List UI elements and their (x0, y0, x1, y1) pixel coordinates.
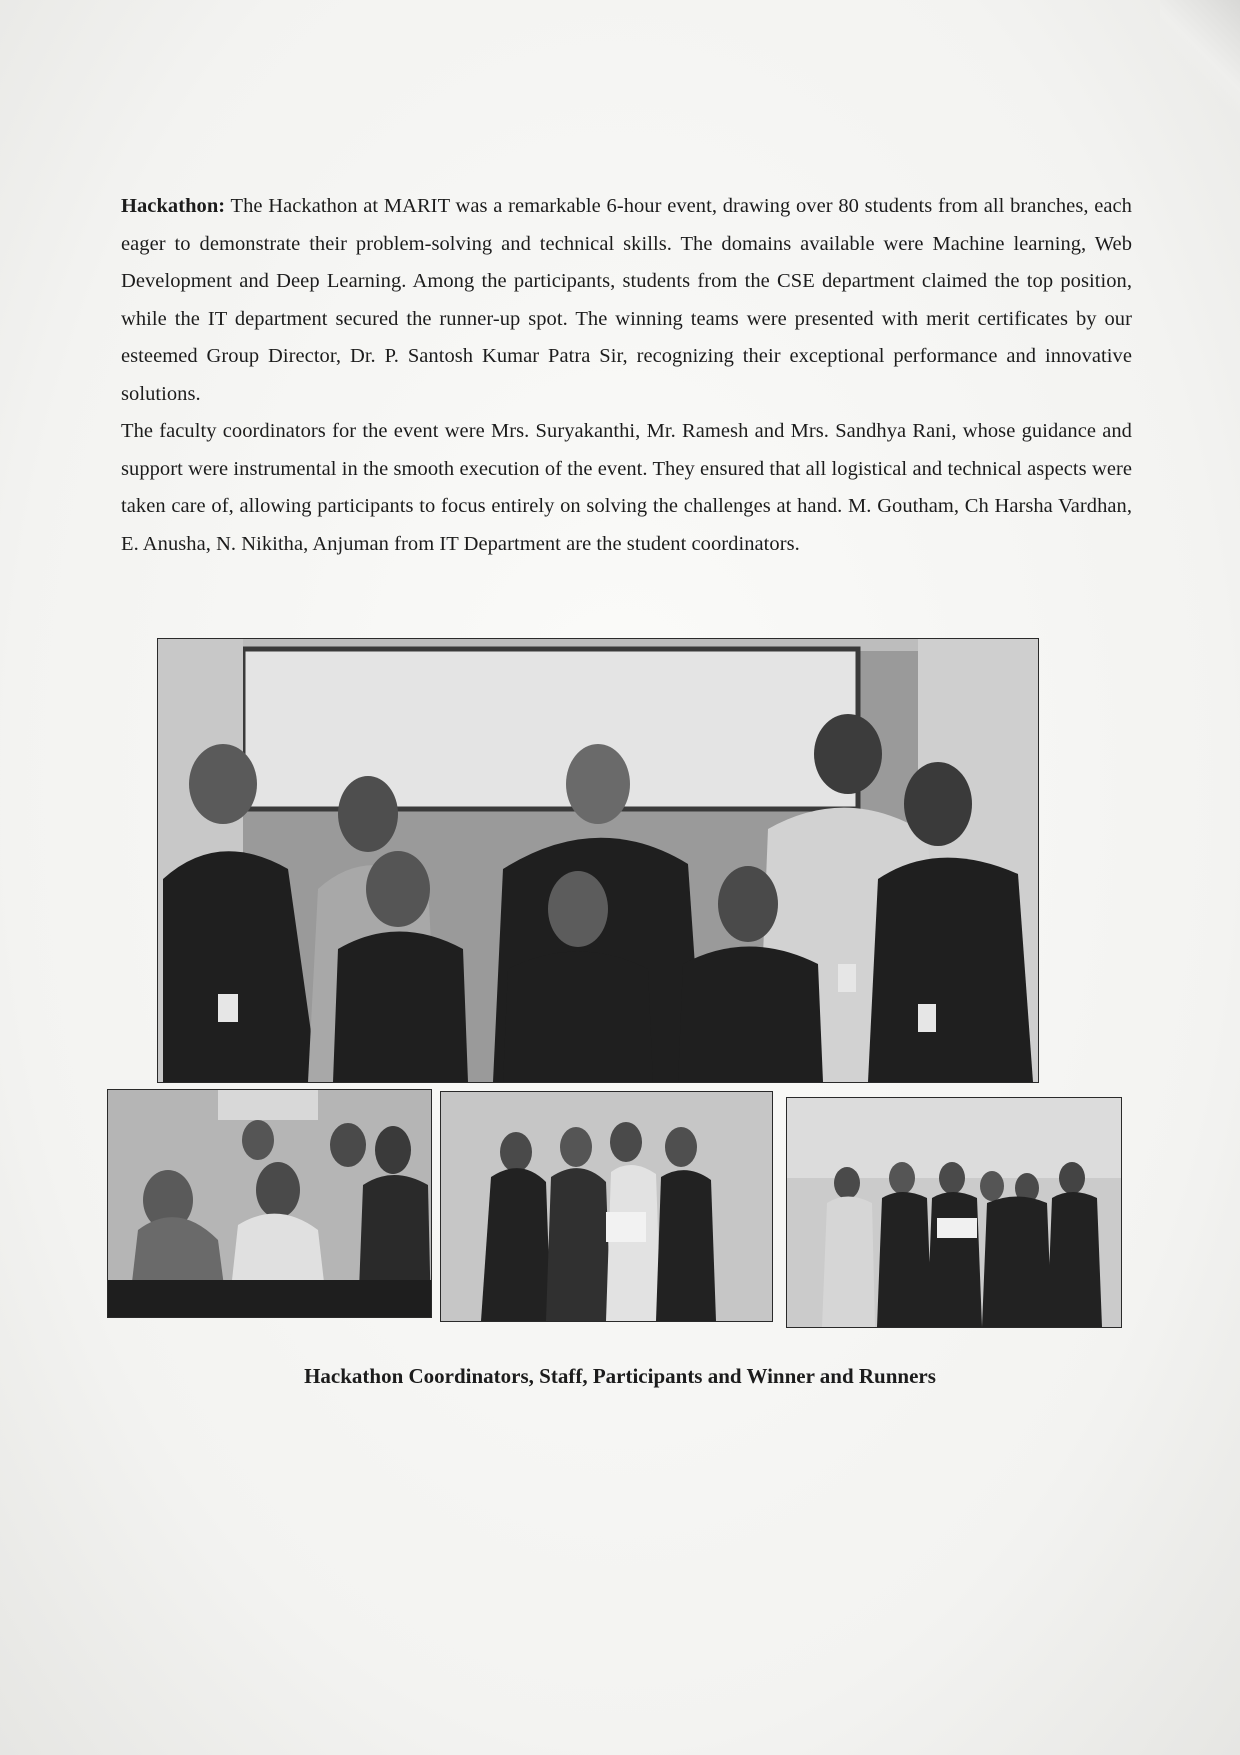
page-corner-fold (1160, 0, 1240, 120)
body-text (121, 188, 1132, 563)
group-photo (158, 639, 1038, 1082)
participants-photo (108, 1090, 431, 1317)
paragraph-coordinators: The faculty coordinators for the event were Mrs. Suryakanthi, Mr. Ramesh and Mrs. Sandhya Rani, whose guidance and support were instrumental in the smooth execution of the event. They ensured that all logistical and technical aspects were taken care of, allowing participants to focus entirely on solving the challenges at hand. M. Goutham, Ch Harsha Vardhan, E. Anusha, N. Nikitha, Anjuman from IT Department are the student coordinators. (121, 420, 1132, 555)
paragraph-body: The Hackathon at MARIT was a remarkable 6-hour event, drawing over 80 students from all branches, each eager to demonstrate their problem-solving and technical skills. The domains available were Machine learning, Web Development and Deep Learning. Among the participants, students from the CSE department claimed the top position, while the IT department secured the runner-up spot. The winning teams were presented with merit certificates by our esteemed Group Director, Dr. P. Santosh Kumar Patra Sir, recognizing their exceptional performance and innovative solutions. (121, 195, 1132, 405)
paragraph-lead: Hackathon: (121, 195, 226, 217)
runners-photo (787, 1098, 1121, 1327)
photo-caption: Hackathon Coordinators, Staff, Participants and Winner and Runners (304, 1364, 936, 1388)
paragraph-hackathon (121, 188, 1132, 413)
winners-photo (441, 1092, 772, 1321)
